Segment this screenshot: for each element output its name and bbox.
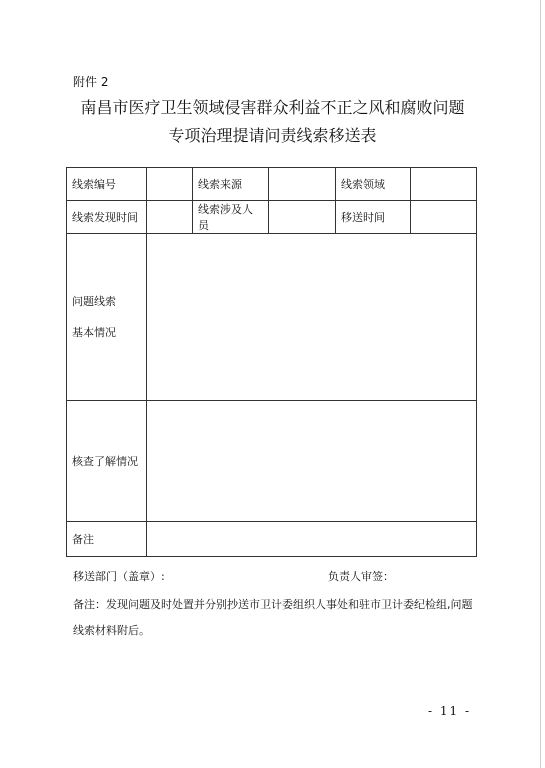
problem-clue-content-cell	[147, 234, 477, 401]
remarks-content-cell	[147, 522, 477, 557]
discovery-time-label: 线索发现时间	[67, 201, 147, 234]
clue-field-cell	[411, 168, 477, 201]
involved-persons-cell	[269, 201, 336, 234]
table-row	[67, 168, 477, 201]
transfer-dept-seal-label: 移送部门（盖章）:	[73, 570, 165, 583]
problem-clue-label-line2: 基本情况	[72, 326, 116, 339]
document-title-line1: 南昌市医疗卫生领域侵害群众利益不正之风和腐败问题	[80, 98, 465, 117]
verification-content-cell	[147, 401, 477, 522]
page-number: - 11 -	[428, 704, 472, 718]
transfer-time-label: 移送时间	[336, 201, 411, 234]
table-row	[67, 234, 477, 401]
note-line1: 备注：发现问题及时处置并分别抄送市卫计委组织人事处和驻市卫计委纪检组,问题	[73, 598, 473, 611]
problem-clue-label-line1: 问题线索	[72, 295, 116, 308]
note-line2: 线索材料附后。	[73, 624, 150, 637]
transfer-form-table	[66, 167, 477, 557]
clue-number-label: 线索编号	[67, 168, 147, 201]
table-row	[67, 522, 477, 557]
remarks-label: 备注	[67, 522, 147, 557]
attachment-label: 附件 2	[73, 75, 109, 89]
problem-clue-label	[67, 234, 147, 401]
table-row	[67, 201, 477, 234]
involved-persons-label: 线索涉及人员	[193, 201, 269, 234]
transfer-time-cell	[411, 201, 477, 234]
verification-label: 核查了解情况	[67, 401, 147, 522]
discovery-time-cell	[147, 201, 193, 234]
clue-source-cell	[269, 168, 336, 201]
table-row	[67, 401, 477, 522]
clue-field-label: 线索领域	[336, 168, 411, 201]
clue-number-cell	[147, 168, 193, 201]
document-title-line2: 专项治理提请问责线索移送表	[168, 126, 377, 145]
clue-source-label: 线索来源	[193, 168, 269, 201]
signer-label: 负责人审签：	[328, 570, 394, 583]
